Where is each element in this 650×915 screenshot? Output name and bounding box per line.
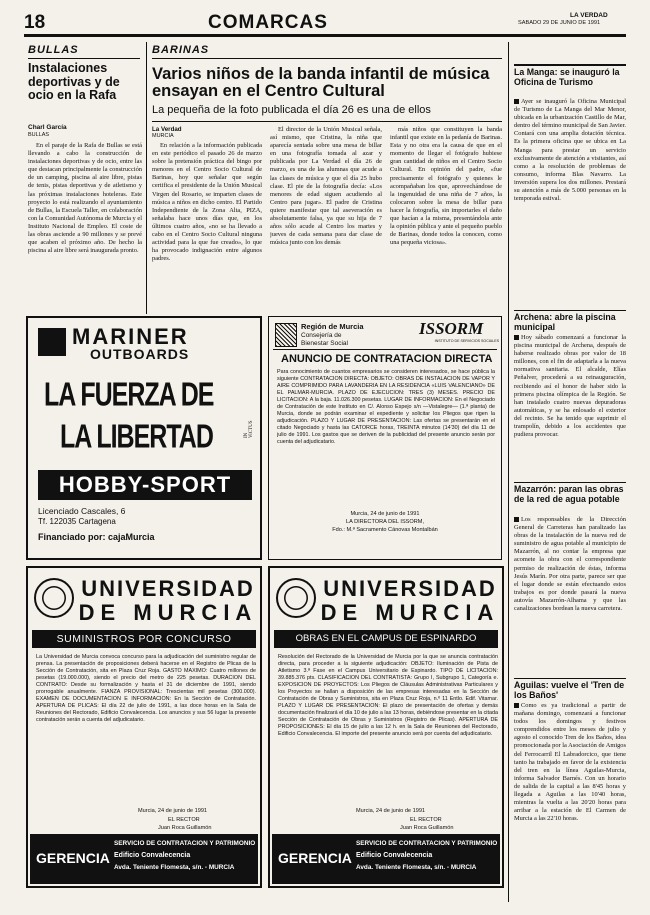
bienestar-body: Para conocimiento de cuantos empresarios se consideren interesados, se hace pública la siguiente CONTRATACION DIRECTA: OBJETO: OBRAS DE INSTALACION DE VAPOR Y AIRE COMPRIMIDO PARA LAVANDERIA EN LA RESIDENCIA «LUIS VALENCIANO» DE EL PALMAR-MURCIA. PLAZO DE EJECUCION: TRES (3) MESES. PRECIO DE LICITACION: A la baja. 11.026.300 pesetas. LUGAR DE INFORMACION: En el Negociado de Contratación de este Instituto en C/. Alonso Espejo s/n —Vistalegre— (1.ª planta) de Murcia, donde se podrán examinar el expediente y solicitar los Pliegos que rigen la adjudicación. PLAZO Y LUGAR DE PRESENTACION: Las ofertas se presentarán en el citado Negociado y hasta las CATORCE horas, TREINTA minutos (14'30) del día 11 de julio de 1991. Los gastos que se deriven de la publicidad del presente anuncio serán por cuenta del adjudicatario.	[277, 369, 495, 445]
univ-1-footer-1: SERVICIO DE CONTRATACION Y PATRIMONIO	[114, 840, 256, 847]
univ-2-footer-brand: GERENCIA	[278, 850, 352, 866]
bullet-icon	[514, 517, 519, 522]
mariner-brand: MARINER	[72, 324, 189, 349]
page-number: 18	[24, 12, 46, 33]
financing: Financiado por: cajaMurcia	[38, 532, 155, 542]
sidebar-s3-body: Los responsables de la Dirección General de Carreteras han paralizado las obras de la instalación de la nueva red de suministro de agua potable al municipio de Mazarrón, al no contar la empresa que acomete la obra con el correspondiente permiso de realización de éstas, informa Jesús Marín. Por otra parte, parece ser que el lugar donde se están efectuando estos trabajos es por donde pasará la nueva autovía Mazarrón-Alhama y que las canalizaciones bordean la nueva carretera.	[514, 516, 626, 613]
sidebar-s1-title: La Manga: se inauguró la Oficina de Turismo	[514, 67, 620, 87]
region-shield-icon	[275, 323, 297, 347]
barinas-subhead: La pequeña de la foto publicada el día 26 es una de ellos	[152, 104, 431, 116]
sidebar-s3-title: Mazarrón: paran las obras de la red de agua potable	[514, 484, 624, 504]
univ-2-body: Resolución del Rectorado de la Universidad de Murcia por la que se anuncia contratación directa, para proceder a la siguiente adjudicación: OBJETO: Iluminación de Pista de Atletismo 3.ª Fase en el Campus Universitario de Espinardo. TIPO DE LICITACION: 39.885.376 pts. CLASIFICACION DEL CONTRATISTA: Grupo I, Subgrupo 1, Categoría e. EXPOSICION DE PROYECTOS: Los Pliegos de Cláusulas Administrativas Particulares y los Proyectos se hallan a disposición de las empresas interesadas en la Sección de Contratación de Obras y Suministros, sita en Plaza Cruz Roja, n.º 11 Entlo. Edif. Vitamar. PLAZO Y LUGAR DE PRESENTACION: El plazo de presentación de ofertas y demás documentación finalizará el día 10 de julio a las 13 horas, debiéndose presentar en la citada Sección de Contratación de Obras y Suministros (Registro de Plicas). APERTURA DE PROPOSICIONES: El día 15 de julio a las 12 h. en la Sala de Reuniones del Rectorado, Edificio Convalecencia. El importe del presente anuncio será por cuenta del adjudicatario.	[278, 654, 498, 737]
bienestar-title: ANUNCIO DE CONTRATACION DIRECTA	[281, 353, 493, 365]
univ-2-name-1: UNIVERSIDAD	[323, 576, 497, 601]
univ-1-sign-3: Juan Roca Guillamón	[158, 825, 212, 831]
univ-2-footer-1: SERVICIO DE CONTRATACION Y PATRIMONIO	[356, 840, 498, 847]
sidebar-s1-body: Ayer se inauguró la Oficina Municipal de Turismo de La Manga del Mar Menor, ubicada en la urbanización Castillo de Mar, dentro del término municipal de San Javier. Contará con una amplia dotación técnica. Es la primera oficina que se ubica en La Manga para prestar un servicio exclusivamente de atención a visitantes, así como a la resolución de problemas de consumo, informa Blas Navarro. La inversión supera los dos millones. Prestará su atención a más de 5.000 personas en la temporada estival.	[514, 98, 626, 203]
univ-1-footer-2: Edificio Convalecencia	[114, 852, 191, 859]
bullet-icon	[514, 335, 519, 340]
univ-ad-2	[268, 566, 504, 888]
region-name: Región de Murcia	[301, 322, 364, 331]
bullas-headline: Instalaciones deportivas y de ocio en la Rafa	[28, 61, 120, 102]
univ-1-name-2: DE MURCIA	[78, 600, 258, 625]
section-title: COMARCAS	[208, 12, 328, 33]
univ-2-seal-icon	[276, 578, 316, 618]
barinas-byline: La Verdad	[152, 126, 182, 133]
bullet-icon	[514, 99, 519, 104]
sidebar	[514, 64, 630, 904]
sidebar-rule-2	[514, 310, 626, 311]
sidebar-s2-title: Archena: abre la piscina municipal	[514, 312, 616, 332]
bienestar-sign-1: Murcia, 24 de junio de 1991	[350, 511, 420, 517]
barinas-col-2: El director de la Unión Musical señala, así mismo, que Cristina, la niña que aparecía sentada sobre una mesa de billar en una fotografía tomada al azar y publicada por La Verdad el día 26 de marzo, es una de las alumnas que acude a las clases de música y que el día 25 hubo clase. El pie de la fotografía decía: «Los menores de edad siguen acudiendo al Centro para jugar». El padre de Cristina quiere manifestar que tal aseveración es absolutamente falsa, ya que su hija de 7 años sólo acude al Centro los martes y jueves de cada semana para dar clase de música junto con los demás	[270, 126, 382, 247]
univ-ad-1	[26, 566, 262, 888]
barinas-headline: Varios niños de la banda infantil de música ensayan en el Centro Cultural	[152, 65, 490, 100]
univ-1-sign-1: Murcia, 24 de junio de 1991	[138, 808, 208, 814]
issorm-sub: INSTITUTO DE SERVICIOS SOCIALES	[434, 339, 499, 343]
issorm-logo: ISSORM	[419, 319, 484, 338]
mariner-ad	[26, 316, 262, 560]
paper-name: LA VERDAD	[570, 12, 608, 19]
mariner-slogan-1: LA FUERZA DE	[44, 376, 214, 414]
univ-2-footer-2: Edificio Convalecencia	[356, 852, 433, 859]
barinas-col-1: En relación a la información publicada en este periódico el pasado 26 de marzo sobre la pretensión práctica del bingo por menores en el Centro Socio Cultural de Barinas, hoy que señalar que según certifica el presidente de la Unión Musical Virgen del Rosario, se imparten clases de música a niños en dicho centro. El Partido Independiente de la Zona Alta, PIZA, señalaba hace unos días que, en los últimos cuatro años, «no se ha llevado a cabo en el Centro Socio Cultural ninguna actividad para la que fue creado», lo que ha provocado indignación entre algunos padres.	[152, 142, 262, 263]
univ-1-seal-icon	[34, 578, 74, 618]
dept-1: Consejería de	[301, 332, 342, 339]
barinas-kicker-rule	[152, 58, 502, 59]
univ-2-footer-3: Avda. Teniente Flomesta, s/n. - MURCIA	[356, 864, 477, 871]
mariner-credit: IN ViCTUS	[244, 420, 254, 438]
barinas-kicker: BARINAS	[152, 44, 210, 56]
univ-2-sign-3: Juan Roca Guillamón	[400, 825, 454, 831]
bienestar-rule	[273, 349, 497, 350]
univ-2-sign-1: Murcia, 24 de junio de 1991	[356, 808, 426, 814]
univ-2-banner: OBRAS EN EL CAMPUS DE ESPINARDO	[274, 630, 498, 648]
shop-address-1: Licenciado Cascales, 6	[38, 506, 126, 516]
univ-1-sign-2: EL RECTOR	[168, 817, 200, 823]
issue-date: SABADO 29 DE JUNIO DE 1991	[518, 20, 601, 26]
univ-2-name-2: DE MURCIA	[320, 600, 500, 625]
column-rule	[146, 42, 147, 314]
univ-1-name-1: UNIVERSIDAD	[81, 576, 255, 601]
bienestar-sign-2: LA DIRECTORA DEL ISSORM,	[345, 519, 425, 525]
univ-1-footer-3: Avda. Teniente Flomesta, s/n. - MURCIA	[114, 864, 235, 871]
bullas-body: En el paraje de la Rafa de Bullas se está llevando a cabo la construcción de instalaciones deportivas y de ocio, entre las que destacan principalmente la construcción de un camping, piscina al aire libre, pistas de tenis, pistas deportivas y de atletismo y las próximas instalaciones hoteleras. Este proyecto lo está realizando el ayuntamiento de Bullas, la Escuela Taller, en colaboración con la Comunidad Autónoma de Murcia y el Instituto Nacional de Empleo. El coste de las obras asciende a 90 millones y se prevé que acaben el próximo año. De hecho la piscina al aire libre será inaugurada pronto.	[28, 142, 142, 255]
sidebar-rule-4	[514, 678, 626, 679]
barinas-place: MURCIA	[152, 133, 174, 139]
univ-1-body: La Universidad de Murcia convoca concurso para la adjudicación del suministro regular de prensa. La presentación de proposiciones deberá hacerse en el Registro de Plicas de la Sección de Contratación, sita en Plaza Cruz Roja. GASTO MAXIMO: Cuatro millones de pesetas (19.000.000), siendo el precio del metro de 225 pesetas. DURACION DEL CONTRATO: Desde su formalización y hasta el 31 de diciembre de 1991, siendo prorrogable anualmente. FIANZA PROVISIONAL: Trescientas mil pesetas (300.000). EXAMEN DE DOCUMENTACION E INFORMACION: En la Sección de Contratación. APERTURA DE PLICAS: El día 22 de julio de 1991, a las doce horas en la Sala de Reuniones del Rectorado, Edificio Convalecencia. Los anuncios y sus 56 lugar la presente contratación serán a cuenta del adjudicatario.	[36, 654, 256, 723]
sidebar-s4-title: Aguilas: vuelve el 'Tren de los Baños'	[514, 680, 625, 700]
mariner-logo	[38, 324, 250, 364]
bullas-place: BULLAS	[28, 132, 50, 138]
barinas-sub-rule	[152, 121, 502, 122]
univ-1-banner: SUMINISTROS POR CONCURSO	[32, 630, 256, 648]
univ-1-footer	[30, 834, 258, 884]
hobby-sport-banner: HOBBY-SPORT	[38, 470, 252, 500]
sidebar-rule-3	[514, 482, 626, 483]
bullas-kicker-rule	[28, 58, 140, 59]
dept-2: Bienestar Social	[301, 340, 348, 347]
barinas-col-3: más niños que constituyen la banda infantil que existe en la pedanía de Barinas. Esta y no otra era la causa de que en el momento de llegar el fotógrafo hubiese gran cantidad de niños en el Centro Socio Cultural. En opinión del padre, «fue precisamente el fotógrafo y quienes le acompañaban los que, aprovechándose de la ingenuidad de una niña de 7 años, la colocaron sobre la mesa de billar para hacer la fotografía, sin importarles el daño que hacían a la misma, presentándola ante la opinión pública y ante el pequeño pueblo de Barinas, donde todos la conocen, como una pequeña viciosa».	[390, 126, 502, 247]
sidebar-s4-body: Como es ya tradicional a partir de mañana domingo, comenzará a funcionar todos los domingos y festivos comprendidos entre los meses de julio y agosto el conocido Tren de los Baños, idea promocionada por la Asociación de Amigos del Ferrocarril El Labradorcico, que tiene tanto ha trabajado en favor de la existencia del tren en la línea Aguilas-Murcia, informa Salvador Barnés. Con un horario de salida de la capital a las 8'45 horas y llegada a Aguilas a las 10'40 horas, mientras la vuelta a las 20'20 horas para arribar a la estación de El Carmen de Murcia a las 22'10 horas.	[514, 702, 626, 823]
bienestar-ad	[268, 316, 502, 560]
univ-1-footer-brand: GERENCIA	[36, 850, 110, 866]
univ-2-footer	[272, 834, 500, 884]
shop-address-2: Tf. 122035 Cartagena	[38, 517, 116, 526]
bullas-kicker: BULLAS	[28, 44, 79, 56]
mariner-m-icon	[38, 328, 66, 356]
bienestar-sign-3: Fdo.: M.ª Sacramento Cánovas Montalbán	[332, 527, 438, 533]
header-rule	[24, 34, 626, 37]
sidebar-top-rule	[514, 64, 626, 66]
mariner-slogan-2: LA LIBERTAD	[60, 418, 213, 456]
univ-2-sign-2: EL RECTOR	[410, 817, 442, 823]
bullas-byline: Charl García	[28, 124, 67, 131]
sidebar-s2-body: Hoy sábado comenzará a funcionar la piscina municipal de Archena, después de haberse realizado obras por valor de 18 millones, con el fin de adaptarla a la nueva normativa sanitaria. El alcalde, Elías Peñalver, procederá a su reinauguración, recibiendo así el honor de haber sido la primera piscina olímpica de la Región. Se han instalado cuatro nuevas depuradoras automáticas, y se ha enlosado el exterior del recinto. Se ha tenido que suprimir el trampolín, debido a los accidentes que pudiera provocar.	[514, 334, 626, 439]
mariner-brand-2: OUTBOARDS	[90, 346, 190, 362]
sidebar-rule	[508, 42, 509, 902]
bullet-icon	[514, 703, 519, 708]
